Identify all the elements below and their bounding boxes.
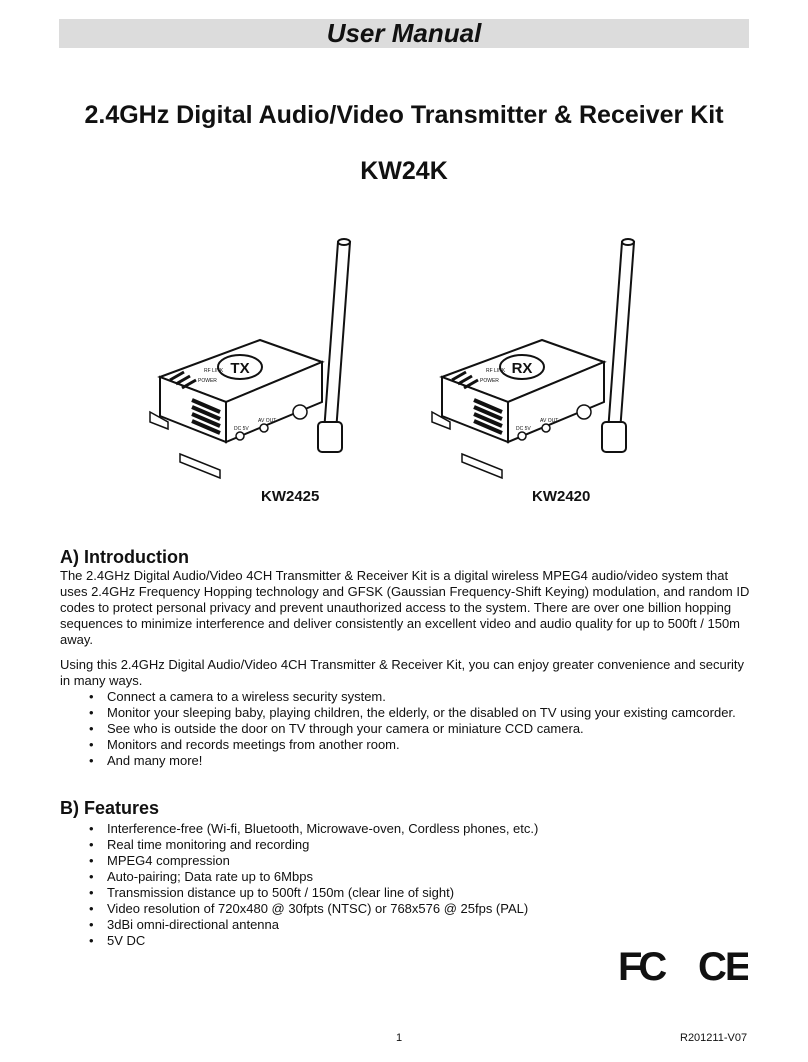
list-item: [60, 853, 760, 869]
list-item-text: Interference-free (Wi-fi, Bluetooth, Microwave-oven, Cordless phones, etc.): [107, 821, 539, 836]
list-item-text: Real time monitoring and recording: [107, 837, 310, 852]
transmitter-label: KW2425: [261, 488, 320, 505]
features-bullet-list: [60, 821, 760, 949]
led-label-1: RF LINK: [204, 368, 224, 374]
introduction-bullet-list: [60, 689, 760, 769]
av-jack: [542, 424, 550, 432]
antenna-tip: [622, 239, 634, 245]
list-item: [60, 885, 760, 901]
list-item: [60, 737, 760, 753]
antenna-connector: [577, 405, 591, 419]
bullet-marker: •: [89, 917, 94, 932]
document-title: 2.4GHz Digital Audio/Video Transmitter & Receiver Kit: [84, 101, 724, 129]
list-item-text: Connect a camera to a wireless security system.: [107, 689, 386, 704]
list-item: [60, 705, 760, 721]
led-label-1: RF LINK: [486, 368, 506, 374]
antenna-connector: [293, 405, 307, 419]
power-port-label: DC 5V: [234, 426, 249, 432]
list-item-text: Auto-pairing; Data rate up to 6Mbps: [107, 869, 313, 884]
list-item-text: MPEG4 compression: [107, 853, 230, 868]
bullet-marker: •: [89, 821, 94, 836]
page-number: 1: [396, 1032, 403, 1044]
mounting-foot-right: [180, 454, 220, 478]
list-item-text: And many more!: [107, 753, 203, 768]
introduction-paragraph-2: Using this 2.4GHz Digital Audio/Video 4CH Transmitter & Receiver Kit, you can enjoy greater convenience and security in many ways.: [60, 657, 745, 688]
model-number: KW24K: [360, 157, 448, 185]
list-item: [60, 901, 760, 917]
antenna: [608, 242, 634, 432]
antenna-tip: [338, 239, 350, 245]
header-banner: [59, 19, 749, 48]
list-item-text: Transmission distance up to 500ft / 150m (clear line of sight): [107, 885, 455, 900]
badge-text: TX: [230, 360, 250, 377]
transmitter-figure: [140, 232, 390, 482]
ce-logo: CE: [698, 945, 748, 986]
header-banner-text: User Manual: [326, 18, 482, 48]
list-item: [60, 821, 760, 837]
bullet-marker: •: [89, 721, 94, 736]
receiver-figure: [418, 232, 668, 482]
list-item: [60, 721, 760, 737]
transmitter-device-illustration: [140, 232, 390, 482]
list-item-text: Monitor your sleeping baby, playing children, the elderly, or the disabled on TV using your existing camcorder.: [107, 705, 736, 720]
list-item: [60, 837, 760, 853]
list-item: [60, 753, 760, 769]
power-port-label: DC 5V: [516, 426, 531, 432]
introduction-paragraph-1: The 2.4GHz Digital Audio/Video 4CH Transmitter & Receiver Kit is a digital wireless MPEG4 audio/video system that uses 2.4GHz Frequency Hopping technology and GFSK (Gaussian Frequency-Shift Keying) modulation, and random ID codes to protect personal privacy and prevent unauthorized access to the system. There are over one billion hopping sequences to minimize interference and deliver consistently an excellent video and audio quality for up to 500ft / 150m away.: [60, 568, 750, 647]
receiver-label: KW2420: [532, 488, 591, 505]
list-item: [60, 689, 760, 705]
bullet-marker: •: [89, 869, 94, 884]
list-item: [60, 917, 760, 933]
receiver-device-illustration: [418, 232, 668, 482]
led-label-2: POWER: [480, 378, 499, 384]
led-label-2: POWER: [198, 378, 217, 384]
certification-marks: [618, 944, 748, 986]
av-port-label: AV OUT: [258, 418, 277, 424]
list-item-text: Monitors and records meetings from another room.: [107, 737, 400, 752]
mounting-foot-right: [462, 454, 502, 478]
bullet-marker: •: [89, 853, 94, 868]
power-jack: [236, 432, 244, 440]
bullet-marker: •: [89, 885, 94, 900]
list-item-text: See who is outside the door on TV through your camera or miniature CCD camera.: [107, 721, 584, 736]
bullet-marker: •: [89, 753, 94, 768]
list-item-text: 5V DC: [107, 933, 146, 948]
revision-code: R201211-V07: [680, 1032, 748, 1044]
bullet-marker: •: [89, 705, 94, 720]
certification-logos: [618, 944, 748, 991]
av-jack: [260, 424, 268, 432]
list-item: [60, 869, 760, 885]
bullet-marker: •: [89, 837, 94, 852]
antenna: [324, 242, 350, 432]
av-port-label: AV OUT: [540, 418, 559, 424]
badge-text: RX: [511, 360, 533, 377]
features-heading: B) Features: [60, 798, 160, 818]
antenna-joint: [602, 422, 626, 452]
introduction-heading: A) Introduction: [60, 547, 189, 567]
list-item-text: 3dBi omni-directional antenna: [107, 917, 279, 932]
antenna-joint: [318, 422, 342, 452]
bullet-marker: •: [89, 933, 94, 948]
fcc-logo: FC: [618, 945, 664, 986]
list-item-text: Video resolution of 720x480 @ 30fpts (NTSC) or 768x576 @ 25fps (PAL): [107, 901, 529, 916]
bullet-marker: •: [89, 901, 94, 916]
power-jack: [518, 432, 526, 440]
bullet-marker: •: [89, 689, 94, 704]
bullet-marker: •: [89, 737, 94, 752]
